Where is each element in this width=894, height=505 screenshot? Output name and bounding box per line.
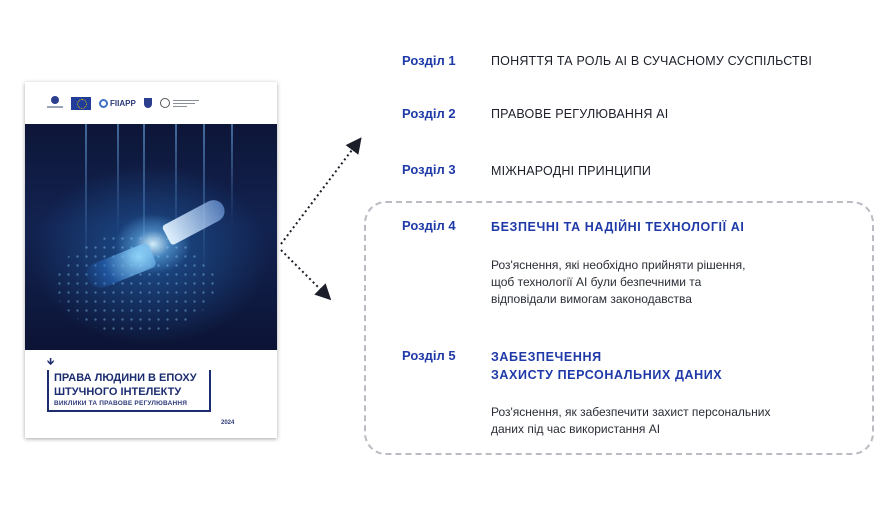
section-5-title-line: ЗАХИСТУ ПЕРСОНАЛЬНИХ ДАНИХ <box>491 368 723 382</box>
section-1-label: Розділ 1 <box>402 53 456 68</box>
section-5-description <box>491 404 770 438</box>
cover-title-area <box>25 350 277 438</box>
government-ministry-logo <box>160 98 199 109</box>
section-3-label: Розділ 3 <box>402 162 456 177</box>
ministry-name-lines <box>173 98 199 109</box>
arrow-down-icon: 🡻 <box>47 357 55 368</box>
section-4-description <box>491 257 746 308</box>
fiiapp-logo-text: FIIAPP <box>110 98 136 108</box>
section-5-label: Розділ 5 <box>402 348 456 363</box>
ministry-seal-icon <box>160 98 170 108</box>
section-5-title-line: ЗАБЕЗПЕЧЕННЯ <box>491 350 602 364</box>
section-5-desc-line: Роз'яснення, як забезпечити захист персональних <box>491 405 771 419</box>
partner-logos <box>25 82 277 124</box>
human-hand-icon <box>162 196 229 245</box>
section-3-title: МІЖНАРОДНІ ПРИНЦИПИ <box>491 164 652 178</box>
report-cover <box>25 82 277 438</box>
section-4-label: Розділ 4 <box>402 218 456 233</box>
cover-title-line-1: ПРАВА ЛЮДИНИ В ЕПОХУ <box>54 372 197 384</box>
cover-subtitle: ВИКЛИКИ ТА ПРАВОВЕ РЕГУЛЮВАННЯ <box>54 400 188 407</box>
section-4-desc-line: щоб технології АІ були безпечними та <box>491 275 702 289</box>
section-5-title <box>491 348 722 384</box>
connector-arrow-down <box>281 250 327 296</box>
section-4-title: БЕЗПЕЧНІ ТА НАДІЙНІ ТЕХНОЛОГІЇ АІ <box>491 220 745 234</box>
eu-flag-icon <box>71 97 91 110</box>
section-5-desc-line: даних під час використання АІ <box>491 422 661 436</box>
section-2-label: Розділ 2 <box>402 106 456 121</box>
section-4-desc-line: відповідали вимогам законодавства <box>491 292 692 306</box>
section-2-title: ПРАВОВЕ РЕГУЛЮВАННЯ АІ <box>491 107 669 121</box>
cover-year: 2024 <box>221 420 235 426</box>
cover-title-line-2: ШТУЧНОГО ІНТЕЛЕКТУ <box>54 386 182 398</box>
cover-illustration-hands <box>25 124 277 350</box>
fiiapp-logo <box>99 99 136 108</box>
ukraine-trident-icon <box>144 98 152 108</box>
cover-title <box>54 371 234 399</box>
section-1-title: ПОНЯТТЯ ТА РОЛЬ АІ В СУЧАСНОМУ СУСПІЛЬСТВІ <box>491 54 813 68</box>
fiiapp-mark-icon <box>99 99 108 108</box>
section-4-desc-line: Роз'яснення, які необхідно прийняти рішення, <box>491 258 746 272</box>
ukraine-org-logo-icon <box>47 95 63 111</box>
connector-arrow-up <box>281 142 358 244</box>
